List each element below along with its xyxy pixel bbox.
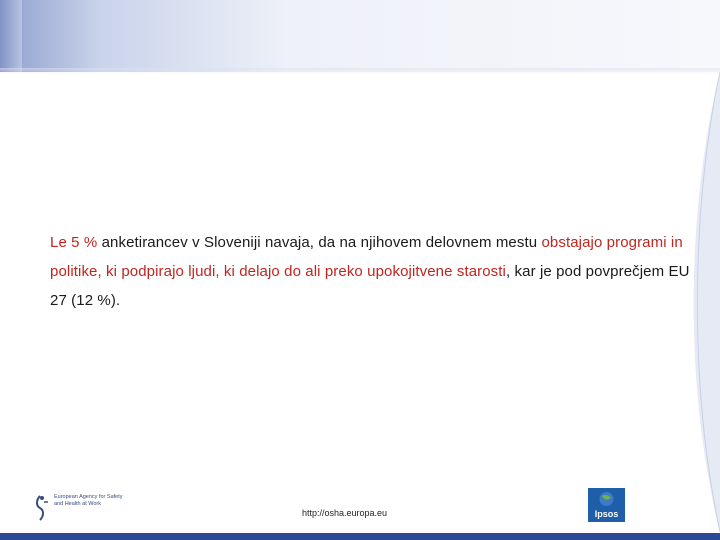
highlight-percentage: Le 5 % — [50, 234, 98, 251]
header-band — [0, 0, 720, 72]
highlight-programs: obstajajo programi in politike, ki podpirajo ljudi, ki delajo do ali preko upokojitvene starosti — [50, 234, 683, 280]
footer-url[interactable]: http://osha.europa.eu — [302, 508, 388, 518]
ipsos-logo-icon — [588, 488, 625, 522]
ipsos-logo-text: Ipsos — [594, 509, 619, 519]
osha-logo-text: European Agency for Safety and Health at Work — [54, 494, 123, 507]
slide-body-text — [50, 228, 690, 315]
header-shadow — [0, 68, 720, 74]
body-segment: anketirancev v Sloveniji navaja, da na njihovem delovnem mestu — [97, 234, 542, 251]
ipsos-globe-icon — [588, 488, 625, 510]
body-segment-end: , kar je pod povprečjem EU 27 (12 %). — [50, 263, 690, 309]
footer-bar — [0, 533, 720, 540]
header-accent — [0, 0, 22, 72]
